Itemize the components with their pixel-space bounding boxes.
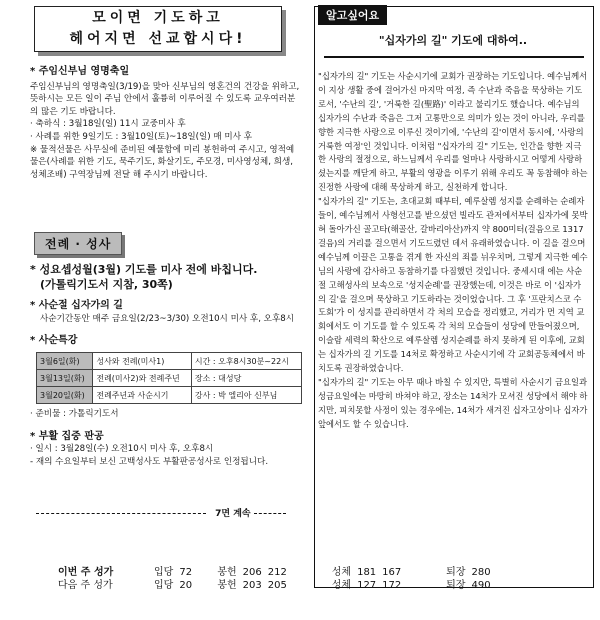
feast-para-1: 주임신부님의 영명축일(3/19)을 맞아 신부님의 영혼건의 건강을 위하고, 뜻하시는 모든 일이 주님 안에서 훌륭히 이루어질 수 있도록 교우여러분의 많은 기도 바랍니다. bbox=[30, 81, 300, 117]
hymn-communion-number: 181 bbox=[357, 567, 377, 578]
hymn-entrance-number: 20 bbox=[179, 580, 193, 591]
hymn-row-next-week bbox=[58, 579, 497, 592]
motto-line-2: 헤어지면 선교합시다! bbox=[69, 31, 247, 47]
hymn-offertory-label: 봉헌 bbox=[217, 580, 237, 591]
confession-heading: * 부활 집중 판공 bbox=[30, 430, 104, 442]
motto-line-1: 모이면 기도하고 bbox=[92, 10, 224, 26]
hymn-recessional-label: 퇴장 bbox=[446, 580, 466, 591]
hymn-row-label: 다음 주 성가 bbox=[58, 580, 113, 591]
dashed-divider bbox=[36, 513, 206, 514]
hymn-communion-label: 성체 bbox=[331, 567, 352, 578]
continued-text: 7면 계속 bbox=[215, 509, 251, 519]
hymn-offertory-number-2: 205 bbox=[267, 580, 287, 591]
dashed-divider bbox=[254, 513, 286, 514]
schedule-info: 강사 : 박 엘리아 신부님 bbox=[191, 387, 301, 404]
faq-body bbox=[318, 70, 588, 432]
hymn-offertory-number-2: 212 bbox=[267, 567, 287, 578]
schedule-date: 3월13일(화) bbox=[37, 370, 93, 387]
hymn-communion-number-2: 167 bbox=[382, 567, 402, 578]
hymn-communion-label: 성체 bbox=[331, 580, 352, 591]
confession-section bbox=[30, 408, 302, 468]
hymn-recessional-label: 퇴장 bbox=[446, 567, 466, 578]
hymn-communion-number-2: 172 bbox=[382, 580, 402, 591]
schedule-info: 시간 : 오후8시30분~22시 bbox=[191, 353, 301, 370]
faq-title-underline bbox=[324, 56, 584, 58]
table-row bbox=[37, 353, 302, 370]
prep-text: · 준비물 : 가톨릭기도서 bbox=[30, 409, 119, 419]
lecture-schedule-table bbox=[36, 352, 302, 404]
hymn-recessional-number: 490 bbox=[471, 580, 491, 591]
schedule-title: 전례(미사2)와 전례주년 bbox=[93, 370, 192, 387]
confession-note: - 재의 수요일부터 보신 고백성사도 부활판공성사로 인정됩니다. bbox=[30, 456, 269, 467]
faq-title: "십자가의 길" 기도에 대하여.. bbox=[378, 34, 528, 47]
faq-para-3: "십자가의 길" 기도는 아무 때나 바칠 수 있지만, 특별히 사순시기 금요일과 성금요일에는 마땅히 바쳐야 하고, 장소는 14처가 모셔진 성당에서 해야 하지만, 피치못할 사정이 있는 경우에는, 14처가 새겨진 십자고상이나 십자가 앞에서도 할 수 있습니다. bbox=[318, 376, 588, 429]
schedule-date: 3월20일(화) bbox=[37, 387, 93, 404]
feast-heading: * 주임신부님 영명축일 bbox=[30, 66, 130, 77]
schedule-title: 성사와 전례(미사1) bbox=[93, 353, 192, 370]
hymn-recessional-number: 280 bbox=[471, 567, 491, 578]
hymn-offertory-label: 봉헌 bbox=[217, 567, 237, 578]
faq-tag: 알고싶어요 bbox=[318, 5, 387, 25]
hymn-row-label: 이번 주 성가 bbox=[58, 567, 114, 578]
hymn-offertory-number: 203 bbox=[242, 580, 262, 591]
faq-para-2: "십자가의 길" 기도는, 초대교회 때부터, 예루살렘 성지를 순례하는 순례자들이, 예수님께서 사형선고를 받으셨던 빌라도 관저에서부터 십자가에 못박혀 돌아가신 골고타(해골산, 갈바리아산)까지 약 800미터(걸음으로 1317걸음)의 거리를 걸으면서 기도드렸던 데서 유래하였습니다. 이 길을 걸으며 예수님께 이끌은 고통을 겪게 한 자신의 죄를 뉘우치며, 그렇게 지극한 예수님의 사랑에 감사하고 동참하기를 다짐했던 것입니다. 중세시대 에는 사순절 고해성사의 보속으로 '성지순례'를 권장했는데, 이것은 바로 이 '십자가의 길'을 걸으며 묵상하고 기도하라는 것이었습니다. 그 후 '프란치스코 수도회'가 이 성지를 관리하면서 각 처의 모습을 정리했고, 거리가 먼 지역 교회에서도 이 기도를 할 수 있도록 각 처의 모습들이 성당에 만들어졌으며, 이슬람 세력의 확산으로 예루살렘 성지순례를 하지 못하게 된 이후에, 교회는 십자가의 길 기도를 14처로 확정하고 사순시기에 각 교회공동체에서 바치도록 권장하였습니다. bbox=[318, 196, 588, 374]
joseph-month-heading: * 성요셉성월(3월) 기도를 미사 전에 바칩니다. bbox=[30, 263, 258, 276]
lent-lecture-heading: * 사순특강 bbox=[30, 335, 78, 347]
feast-para-4: ※ 물적선물은 사무실에 준비된 예물함에 미리 봉헌하여 주시고, 영적예물은(사례를 위한 기도, 묵주기도, 화살기도, 주모경, 미사영성체, 희생, 성체조배) 구역장님께 전달 해 주시기 바랍니다. bbox=[30, 144, 295, 180]
hymn-entrance-number: 72 bbox=[179, 567, 193, 578]
liturgy-section bbox=[30, 262, 302, 348]
schedule-info: 장소 : 대성당 bbox=[191, 370, 301, 387]
joseph-month-note: (가톨릭기도서 지참, 30쪽) bbox=[40, 278, 173, 291]
feast-para-2: · 축하식 : 3월18일(일) 11시 교중미사 후 bbox=[30, 119, 186, 130]
way-of-cross-text: 사순기간동안 매주 금요일(2/23~3/30) 오전10시 미사 후, 오후8시 bbox=[40, 313, 295, 324]
hymn-entrance-label: 입당 bbox=[154, 567, 174, 578]
motto-banner bbox=[34, 6, 282, 52]
table-row bbox=[37, 387, 302, 404]
hymn-entrance-label: 입당 bbox=[154, 580, 174, 591]
hymn-row-this-week bbox=[58, 566, 497, 579]
hymn-numbers bbox=[58, 566, 497, 592]
confession-time: · 일시 : 3월28일(수) 오전10시 미사 후, 오후8시 bbox=[30, 444, 214, 455]
liturgy-tag: 전례 · 성사 bbox=[34, 232, 122, 255]
schedule-date: 3월6일(화) bbox=[37, 353, 93, 370]
faq-para-1: "십자가의 길" 기도는 사순시기에 교회가 권장하는 기도입니다. 예수님께서 이 지상 생활 중에 걸어가신 마지막 여정, 즉 수난과 죽음을 묵상하는 기도로서, '수난의 길', '거룩한 길(聖路)' 이라고 불리기도 했습니다. 예수님의 십자가의 수난과 죽음은 그저 고통만으로 의미가 있는 것이 아니라, 우리를 향한 지극한 사랑으로 이루신 것이기에, '수난의 길'이면서 동시에, '사랑의 거룩한 여정'인 것입니다. 이처럼 "십자가의 길" 기도는, 인간을 향한 지극한 사랑의 절정으로, 하느님께서 우리를 얼마나 사랑하시고 어떻게 사랑하셨는지를 깨닫게 하고, 부활의 영광을 이루기 위해 우리도 꼭 동참해야 하는 진정한 사랑에 대해 묵상하게 하고, 실천하게 합니다. bbox=[318, 71, 588, 193]
schedule-title: 전례주년과 사순시기 bbox=[93, 387, 192, 404]
way-of-cross-heading: * 사순절 십자가의 길 bbox=[30, 300, 123, 311]
hymn-communion-number: 127 bbox=[357, 580, 377, 591]
continued-note bbox=[36, 506, 302, 519]
feast-para-3: · 사례를 위한 9일기도 : 3월10일(토)~18일(일) 매 미사 후 bbox=[30, 131, 253, 142]
hymn-offertory-number: 206 bbox=[242, 567, 262, 578]
table-row bbox=[37, 370, 302, 387]
feast-section bbox=[30, 66, 302, 181]
